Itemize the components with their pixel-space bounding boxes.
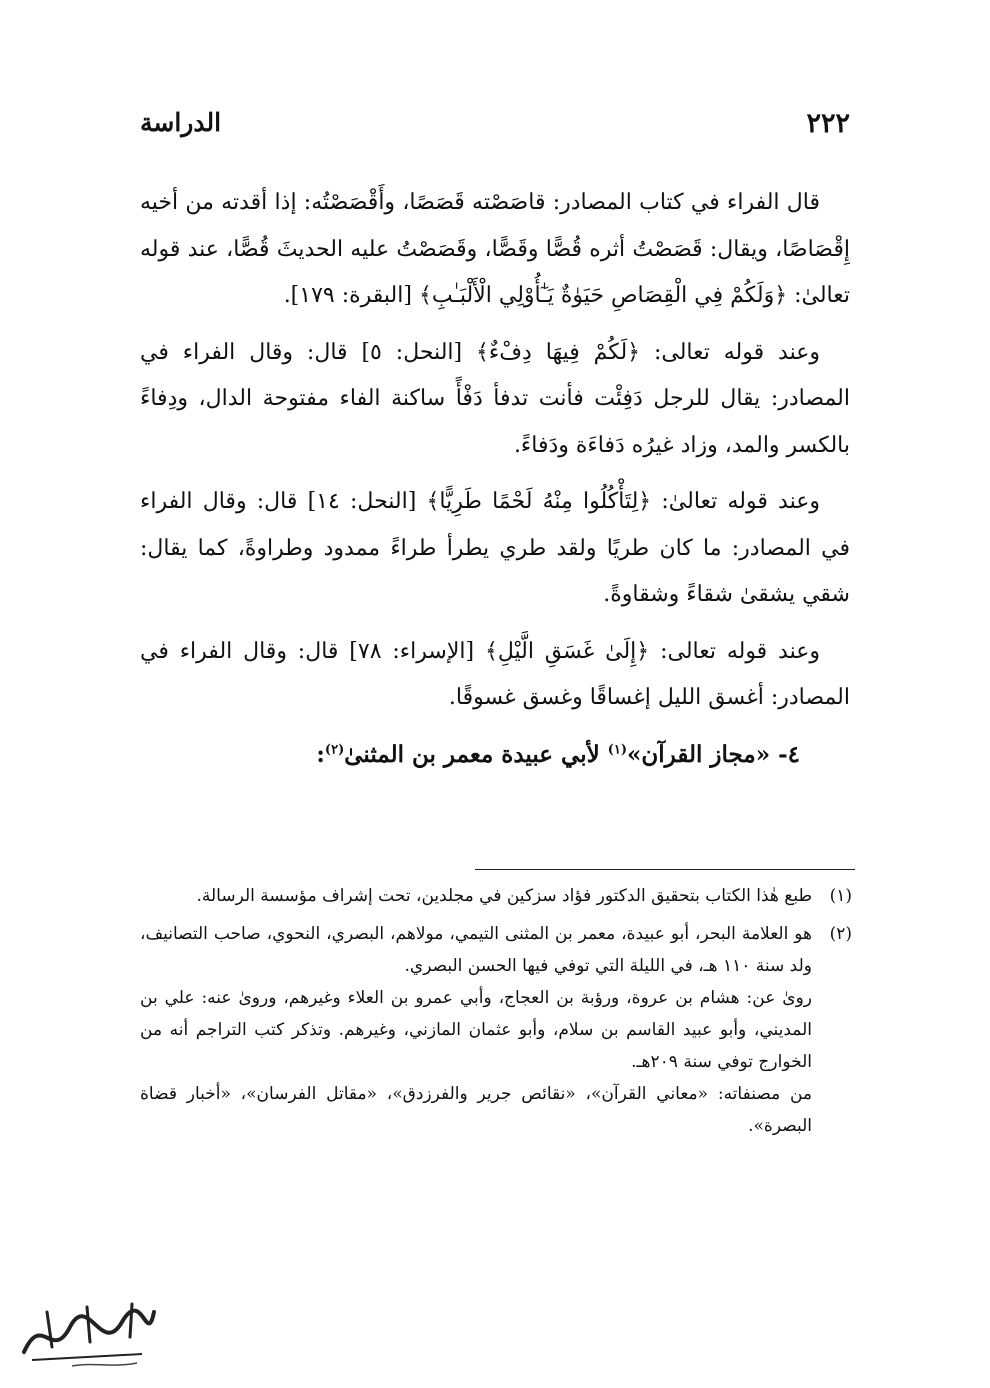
paragraph-text: وعند قوله تعالى: — [640, 339, 820, 365]
section-title: الدراسة — [140, 108, 222, 137]
heading-book-title: ٤- «مجاز القرآن» — [627, 740, 800, 768]
paragraph-text: [النحل: ٥] قال: وقال الفراء في المصادر: يقال للرجل دَفِئْت فأنت تدفأ دَفْأً ساكنة الفاء مفتوحة الدال، ودِفاءً بالكسر والمد، وزاد غيرُه دَفاءَة ودَفاءً. — [140, 339, 850, 458]
paragraph-text: قال الفراء في كتاب المصادر: قاصَصْته قَصَصًا، وأَقْصَصْتُه: إذا أقدته من أخيه إِقْصَاصًا، ويقال: قَصَصْتُ أثره قُصًّا وقَصًّا، وقَصَصْتُ عليه الحديثَ قُصًّا، عند قوله تعالىٰ: — [140, 190, 850, 308]
footnote-text: هو العلامة البحر، أبو عبيدة، معمر بن المثنى التيمي، مولاهم، البصري، النحوي، صاحب التصانيف، ولد سنة ١١٠ هـ، في الليلة التي توفي فيها الحسن البصري. — [140, 924, 812, 976]
paragraph-text: وعند قوله تعالىٰ: — [651, 489, 820, 514]
footnotes — [140, 880, 852, 1148]
main-text — [140, 180, 850, 788]
paragraph-text: [الإسراء: ٧٨] قال: وقال الفراء في المصادر: أغسق الليل إغساقًا وغسق غسوقًا. — [140, 638, 850, 710]
subsection-heading — [140, 732, 850, 779]
footnote-text: طبع هٰذا الكتاب بتحقيق الدكتور فؤاد سزكين في مجلدين، تحت إشراف مؤسسة الرسالة. — [196, 886, 812, 906]
quran-verse: ﴿وَلَكُمْ فِي الْقِصَاصِ حَيَوٰةٌ يَـٰٓأُوْلِي الْأَلْبَـٰبِ﴾ — [418, 283, 788, 308]
verse-reference: [البقرة: ١٧٩]. — [283, 283, 419, 308]
heading-colon: : — [316, 740, 325, 768]
footnote-ref-1[interactable]: (١) — [607, 741, 628, 757]
quran-verse: ﴿لَكُمْ فِيهَا دِفْءٌ﴾ — [476, 339, 641, 365]
paragraph-text: وعند قوله تعالى: — [649, 638, 820, 664]
logo-calligraphy-stroke — [72, 1363, 137, 1366]
footnote-text: من مصنفاته: «معاني القرآن»، «نقائص جرير والفرزدق»، «مقاتل الفرسان»، «أخبار قضاة البصرة». — [140, 1084, 812, 1136]
footnote-ref-2[interactable]: (٢) — [324, 741, 345, 757]
footnote-2 — [140, 918, 852, 1142]
footnote-number: (٢) — [829, 924, 852, 944]
footnote-separator — [475, 869, 855, 870]
footnote-1 — [140, 880, 852, 912]
paragraph-dif — [140, 330, 850, 470]
paragraph-tari — [140, 479, 850, 619]
running-header — [140, 108, 850, 148]
paragraph-qisas — [140, 180, 850, 320]
paragraph-text: [النحل: ١٤] قال: وقال الفراء في المصادر: ما كان طريًا ولقد طري يطرأ طراءً ممدود وطراوةً، كما يقال: شقي يشقىٰ شقاءً وشقاوةً. — [140, 489, 850, 607]
heading-author: لأبي عبيدة معمر بن المثنىٰ — [344, 740, 608, 768]
footnote-number: (١) — [829, 886, 852, 906]
logo-calligraphy-stroke — [32, 1354, 142, 1360]
quran-verse: ﴿لِتَأْكُلُوا مِنْهُ لَحْمًا طَرِيًّا﴾ — [426, 489, 652, 514]
paragraph-ghasaq — [140, 629, 850, 722]
library-logo — [12, 1292, 162, 1372]
footnote-text: روىٰ عن: هشام بن عروة، ورؤبة بن العجاج، وأبي عمرو بن العلاء وغيرهم، وروىٰ عنه: علي بن المديني، وأبو عبيد القاسم بن سلام، وأبو عثمان المازني، وغيرهم. وتذكر كتب التراجم أنه من الخوارج توفي سنة ٢٠٩هـ. — [140, 988, 812, 1072]
quran-verse: ﴿إِلَىٰ غَسَقِ الَّيْلِ﴾ — [484, 638, 650, 664]
page-number: ٢٢٢ — [806, 108, 850, 139]
